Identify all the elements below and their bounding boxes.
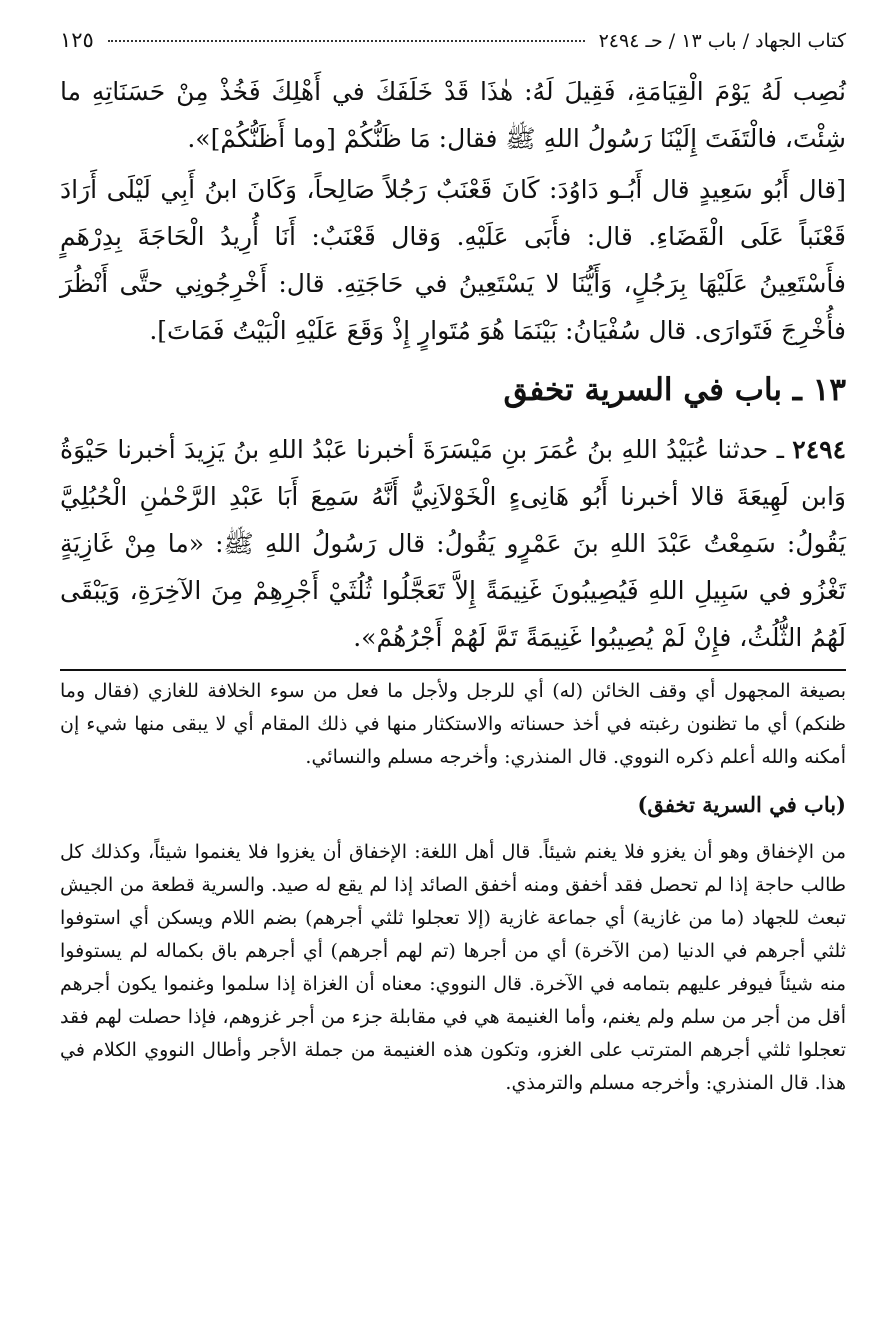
commentary-paragraph: بصيغة المجهول أي وقف الخائن (له) أي للرجل ولأجل ما فعل من سوء الخلافة للغازي (فقال وما ظنكم) أي ما تظنون رغبته في أخذ حسناته والاستكثار منها في ذلك المقام أي لا يبقى منها شيء إن أمكنه والله أعلم ذكره النووي. قال المنذري: وأخرجه مسلم والنسائي. (60, 680, 846, 768)
book-page (60, 28, 846, 1100)
footnote-divider (60, 669, 846, 671)
commentary-chapter-title: (باب في السرية تخفق) (637, 792, 846, 817)
main-text (60, 68, 846, 661)
hadith-body: ـ حدثنا عُبَيْدُ اللهِ بنُ عُمَرَ بنِ مَيْسَرَةَ أخبرنا عَبْدُ اللهِ بنُ يَزِيدَ أخبرنا حَيْوَةُ وَابن لَهِيعَةَ قالا أخبرنا أَبُو هَانِىءٍ الْخَوْلاَنِيُّ أَنَّهُ سَمِعَ أَبَا عَبْدِ الرَّحْمٰنِ الْحُبُلِيَّ يَقُولُ: سَمِعْتُ عَبْدَ اللهِ بنَ عَمْرٍو يَقُولُ: قال رَسُولُ اللهِ ﷺ: «ما مِنْ غَازِيَةٍ تَغْزُو في سَبِيلِ اللهِ فَيُصِيبُونَ غَنِيمَةً إِلاَّ تَعَجَّلُوا ثُلُثَيْ أَجْرِهِمْ مِنَ الآخِرَةِ، وَيَبْقَى لَهُمُ الثُّلُثُ، فإِنْ لَمْ يُصِيبُوا غَنِيمَةً تَمَّ لَهُمْ أَجْرُهُمْ». (60, 435, 846, 652)
hadith-continuation: نُصِب لَهُ يَوْمَ الْقِيَامَةِ، فَقِيلَ لَهُ: هٰذَا قَدْ خَلَفَكَ في أَهْلِكَ فَخُذْ مِنْ حَسَنَاتِهِ ما شِئْتَ، فالْتَفَتَ إِلَيْنَا رَسُولُ اللهِ ﷺ فقال: مَا ظَنُّكُمْ [وما أَظَنُّكُمْ]». (60, 77, 846, 153)
page-number: ١٢٥ (60, 28, 94, 52)
leader-dots (108, 40, 585, 42)
chapter-reference: كتاب الجهاد / باب ١٣ / حـ ٢٤٩٤ (598, 30, 846, 52)
commentary (60, 675, 846, 1100)
hadith-2494 (60, 426, 846, 661)
abu-dawud-note: [قال أَبُو سَعِيدٍ قال أَبُـو دَاوُدَ: كَانَ قَعْنَبٌ رَجُلاً صَالِحاً، وَكَانَ ابنُ أَبِي لَيْلَى أَرَادَ قَعْنَباً عَلَى الْقَضَاءِ. قال: فأَبَى عَلَيْهِ. وَقال قَعْنَبٌ: أَنَا أُرِيدُ الْحَاجَةَ بِدِرْهَمٍ فأَسْتَعِينُ عَلَيْهَا بِرَجُلٍ، وَأَيُّنَا لا يَسْتَعِينُ في حَاجَتِهِ. قال: أَخْرِجُونِي حتَّى أَنْظُرَ فأُخْرِجَ فَتَوارَى. قال سُفْيَانُ: بَيْنَمَا هُوَ مُتَوارٍ إِذْ وَقَعَ عَلَيْهِ الْبَيْتُ فَمَاتَ]. (60, 175, 846, 345)
running-header (60, 28, 846, 68)
chapter-title: ١٣ ـ باب في السرية تخفق (503, 372, 846, 408)
commentary-paragraph: من الإخفاق وهو أن يغزو فلا يغنم شيئاً. قال أهل اللغة: الإخفاق أن يغزوا فلا يغنموا شيئاً، وكذلك كل طالب حاجة إذا لم تحصل فقد أخفق ومنه أخفق الصائد إذا لم يقع له صيد. والسرية قطعة من الجيش تبعث للجهاد (ما من غازية) أي جماعة غازية (إلا تعجلوا ثلثي أجرهم) بضم اللام ويسكن أي استوفوا ثلثي أجرهم في الدنيا (من الآخرة) أي من أجرها (تم لهم أجرهم) أي أجرهم باق بكماله لم يستوفوا منه شيئاً فيوفر عليهم بتمامه في الآخرة. قال النووي: معناه أن الغزاة إذا سلموا وغنموا يكون أجرهم أقل من أجر من سلم ولم يغنم، وأما الغنيمة هي في مقابلة جزء من أجر غزوهم، فإذا حصلت لهم فقد تعجلوا ثلثي أجرهم المترتب على الغزو، وتكون هذه الغنيمة من جملة الأجر وأطال النووي الكلام في هذا. قال المنذري: وأخرجه مسلم والترمذي. (60, 841, 846, 1094)
hadith-number: ٢٤٩٤ (792, 435, 846, 464)
